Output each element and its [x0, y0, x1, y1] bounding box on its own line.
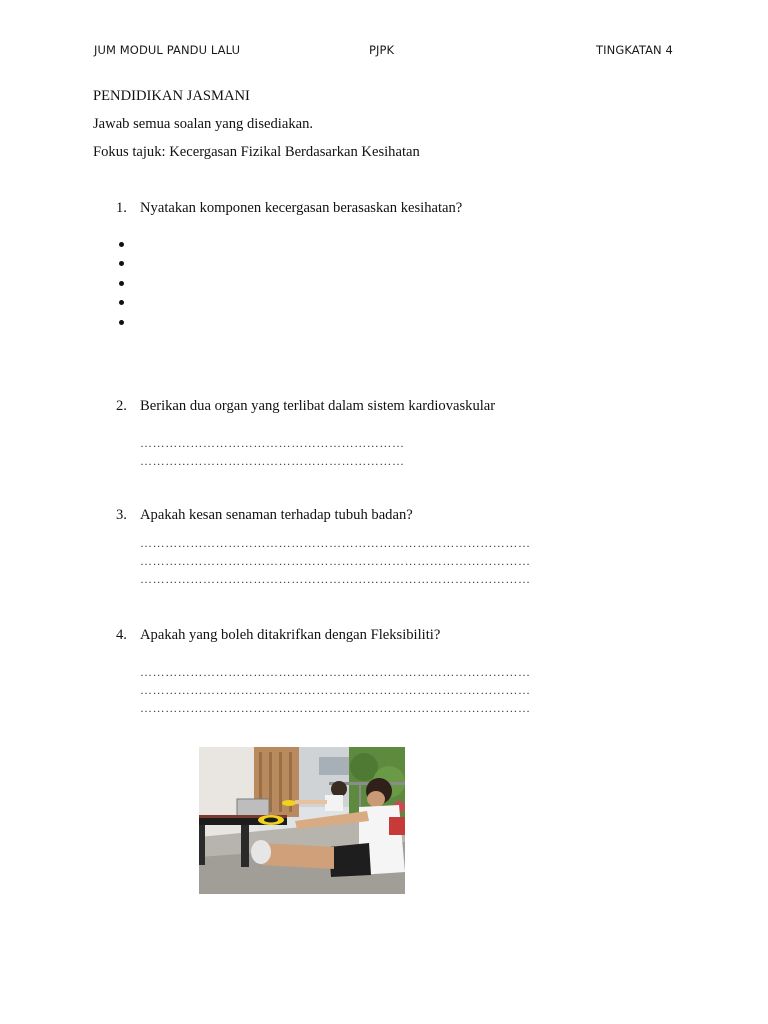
- question-4-text: Apakah yang boleh ditakrifkan dengan Fleksibiliti?: [140, 627, 441, 643]
- question-2-text: Berikan dua organ yang terlibat dalam sistem kardiovaskular: [140, 398, 496, 414]
- question-3-number: 3.: [116, 507, 127, 523]
- header-right: TINGKATAN 4: [596, 43, 673, 57]
- answer-bullet: [119, 320, 124, 325]
- answer-bullet: [119, 281, 124, 286]
- answer-line: …………………………………………………………………………………: [140, 554, 531, 568]
- page-title: PENDIDIKAN JASMANI: [93, 88, 250, 104]
- question-3-text: Apakah kesan senaman terhadap tubuh badan?: [140, 507, 413, 523]
- question-2-number: 2.: [116, 398, 127, 414]
- focus-topic: Fokus tajuk: Kecergasan Fizikal Berdasarkan Kesihatan: [93, 144, 420, 160]
- answer-line: …………………………………………………………………………………: [140, 536, 531, 550]
- answer-bullet: [119, 261, 124, 266]
- sit-and-reach-photo: [199, 747, 405, 894]
- answer-line: …………………………………………………………………………………: [140, 665, 531, 679]
- answer-bullet: [119, 242, 124, 247]
- answer-bullet: [119, 300, 124, 305]
- question-1-text: Nyatakan komponen kecergasan berasaskan kesihatan?: [140, 200, 463, 216]
- answer-line: …………………………………………………………………………………: [140, 683, 531, 697]
- question-1-number: 1.: [116, 200, 127, 216]
- answer-line: …………………………………………………………………………………: [140, 701, 531, 715]
- answer-line: ………………………………………………………: [140, 436, 405, 450]
- answer-line: ………………………………………………………: [140, 454, 405, 468]
- question-4-number: 4.: [116, 627, 127, 643]
- header-center: PJPK: [369, 43, 395, 57]
- answer-line: …………………………………………………………………………………: [140, 572, 531, 586]
- header-left: JUM MODUL PANDU LALU: [94, 43, 241, 57]
- instruction-text: Jawab semua soalan yang disediakan.: [93, 116, 314, 132]
